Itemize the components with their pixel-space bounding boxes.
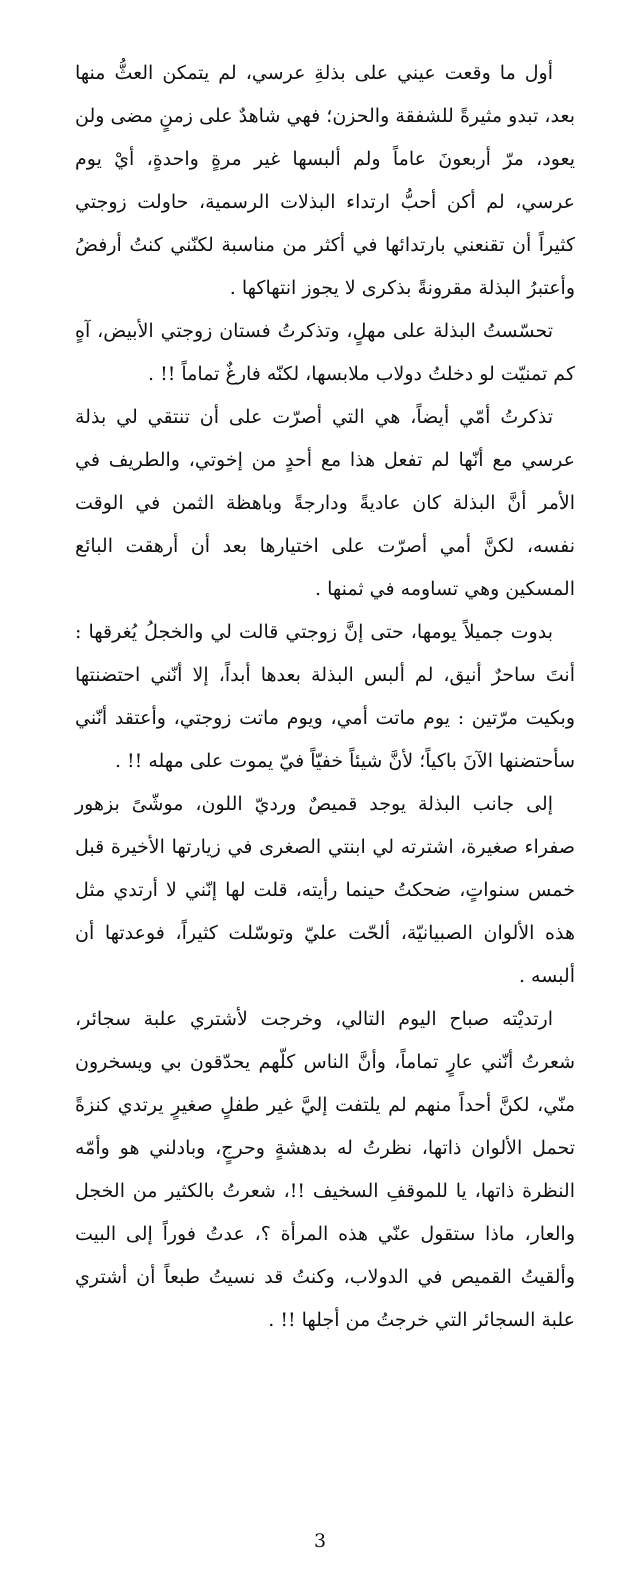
paragraph-4: بدوت جميلاً يومها، حتى إنَّ زوجتي قالت لي والخجلُ يُغرقها : أنتَ ساحرٌ أنيق، لم ألبس البذلة بعدها أبداً، إلا أنّني احتضنتها وبكيت مرّتين : يوم ماتت أمي، ويوم ماتت زوجتي، وأعتقد أنّني سأحتضنها الآنَ باكياً؛ لأنَّ شيئاً خفيّاً فيّ يموت على مهله !! . (75, 621, 575, 772)
paragraph-2: تحسّستُ البذلة على مهلٍ، وتذكرتُ فستان زوجتي الأبيض، آهٍ كم تمنيّت لو دخلتُ دولاب ملابسها، لكنّه فارغٌ تماماً !! . (75, 320, 575, 385)
paragraph-1: أول ما وقعت عيني على بذلةِ عرسي، لم يتمكن العثُّ منها بعد، تبدو مثيرةً للشفقة والحزن؛ فهي شاهدٌ على زمنٍ مضى ولن يعود، مرّ أربعونَ عاماً ولم ألبسها غير مرةٍ واحدةٍ، أيْ يوم عرسي، لم أكن أحبُّ ارتداء البذلات الرسمية، حاولت زوجتي كثيراً أن تقنعني بارتدائها في أكثر من مناسبة لكنّني كنتُ أرفضُ وأعتبرُ البذلة مقرونةً بذكرى لا يجوز انتهاكها . (75, 62, 575, 299)
paragraph-6: ارتديْته صباح اليوم التالي، وخرجت لأشتري علبة سجائر، شعرتُ أنّني عارٍ تماماً، وأنَّ الناس كلّهم يحدّقون بي ويسخرون منّي، لكنَّ أحداً منهم لم يلتفت إليَّ غير طفلٍ صغيرٍ يرتدي كنزةً تحمل الألوان ذاتها، نظرتُ له بدهشةٍ وحرجٍ، وبادلني هو وأمّه النظرة ذاتها، يا للموقفِ السخيف !!، شعرتُ بالكثير من الخجل والعار، ماذا ستقول عنّي هذه المرأة ؟، عدتُ فوراً إلى البيت وألقيتُ القميص في الدولاب، وكنتُ قد نسيتُ طبعاً أن أشتري علبة السجائر التي خرجتُ من أجلها !! . (75, 1008, 575, 1331)
paragraph-5: إلى جانب البذلة يوجد قميصٌ ورديّ اللون، موشّىً بزهور صفراء صغيرة، اشترته لي ابنتي الصغرى في زيارتها الأخيرة قبل خمس سنواتٍ، ضحكتُ حينما رأيته، قلت لها إنّني لا أرتدي مثل هذه الألوان الصبيانيّة، ألحّت عليّ وتوسّلت كثيراً، فوعدتها أن ألبسه . (75, 793, 575, 987)
page-body (75, 52, 575, 1342)
paragraph-3: تذكرتُ أمّي أيضاً، هي التي أصرّت على أن تنتقي لي بذلة عرسي مع أنّها لم تفعل هذا مع أحدٍ من إخوتي، والطريف في الأمر أنَّ البذلة كان عاديةً ودارجةً وباهظة الثمن في الوقت نفسه، لكنَّ أمي أصرّت على اختيارها بعد أن أرهقت البائع المسكين وهي تساومه في ثمنها . (75, 406, 575, 600)
page-number: 3 (313, 1530, 327, 1552)
